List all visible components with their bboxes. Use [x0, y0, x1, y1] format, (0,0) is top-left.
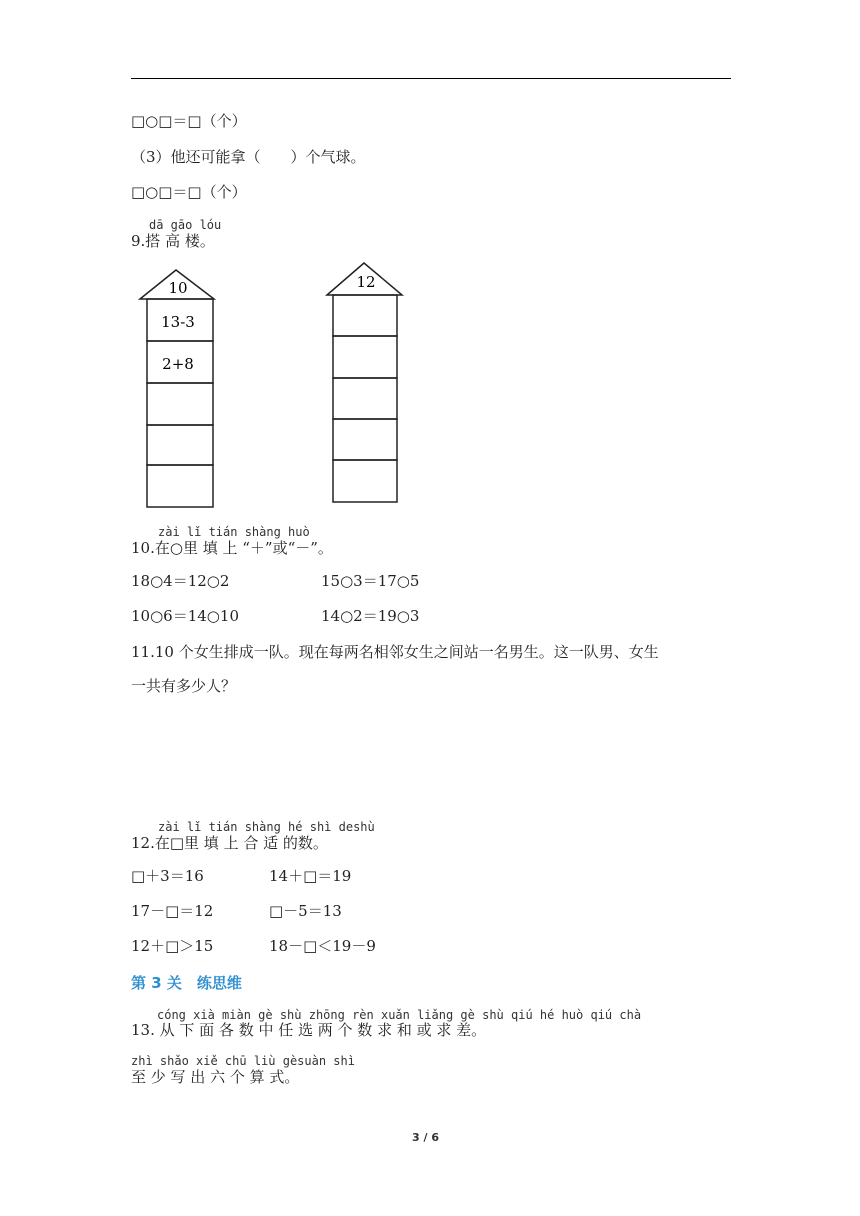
tower-1-cell-text: 13-3 [161, 313, 195, 331]
tower-2 [324, 258, 406, 506]
section-title: 第 3 关 练思维 [131, 974, 242, 992]
blank-equation-row: □○□＝□（个） [131, 112, 247, 130]
equation-item: 14＋□＝19 [269, 867, 352, 885]
equation-item: □－5＝13 [269, 902, 342, 920]
equation-item: 14○2＝19○3 [321, 607, 420, 625]
tower-2-cell [333, 460, 397, 502]
question-13-text-2: 至 少 写 出 六 个 算 式。 [131, 1068, 300, 1086]
equation-item: □＋3＝16 [131, 867, 204, 885]
tower-1 [136, 262, 226, 510]
question-13-pinyin-2: zhì shǎo xiě chū liù gèsuàn shì [131, 1054, 355, 1068]
equation-item: 15○3＝17○5 [321, 572, 420, 590]
question-10-pinyin: zài lǐ tián shàng huò [158, 525, 310, 539]
question-11-line-1: 11.10 个女生排成一队。现在每两名相邻女生之间站一名男生。这一队男、女生 [131, 643, 659, 661]
question-13-pinyin-1: cóng xià miàn gè shù zhōng rèn xuǎn liǎng gè shù qiú hé huò qiú chà [157, 1008, 642, 1022]
question-9-text: 9.搭 高 楼。 [131, 232, 215, 250]
tower-1-cell [147, 383, 213, 425]
question-9-pinyin: dā gāo lóu [149, 218, 222, 232]
tower-2-cell [333, 295, 397, 336]
tower-2-cell [333, 419, 397, 460]
tower-1-roof-number: 10 [168, 279, 188, 297]
question-13-text-1: 13. 从 下 面 各 数 中 任 选 两 个 数 求 和 或 求 差。 [131, 1021, 487, 1039]
question-8-3: （3）他还可能拿（ ）个气球。 [131, 148, 366, 166]
equation-item: 17－□＝12 [131, 902, 214, 920]
equation-item: 18○4＝12○2 [131, 572, 230, 590]
tower-2-cell [333, 378, 397, 419]
page-number: 3 / 6 [412, 1131, 439, 1144]
blank-equation-row: □○□＝□（个） [131, 183, 247, 201]
question-11-line-2: 一共有多少人？ [131, 677, 237, 695]
tower-1-cell [147, 465, 213, 507]
question-12-text: 12.在□里 填 上 合 适 的数。 [131, 834, 328, 852]
tower-1-cell-text: 2+8 [162, 355, 194, 373]
tower-1-cell [147, 425, 213, 465]
equation-item: 18－□＜19－9 [269, 937, 376, 955]
equation-item: 12＋□＞15 [131, 937, 214, 955]
question-12-pinyin: zài lǐ tián shàng hé shì deshù [158, 820, 375, 834]
header-rule [131, 78, 731, 79]
tower-2-cell [333, 336, 397, 378]
tower-2-roof-number: 12 [356, 273, 376, 291]
question-10-text: 10.在○里 填 上 “＋”或“－”。 [131, 539, 333, 557]
equation-item: 10○6＝14○10 [131, 607, 239, 625]
